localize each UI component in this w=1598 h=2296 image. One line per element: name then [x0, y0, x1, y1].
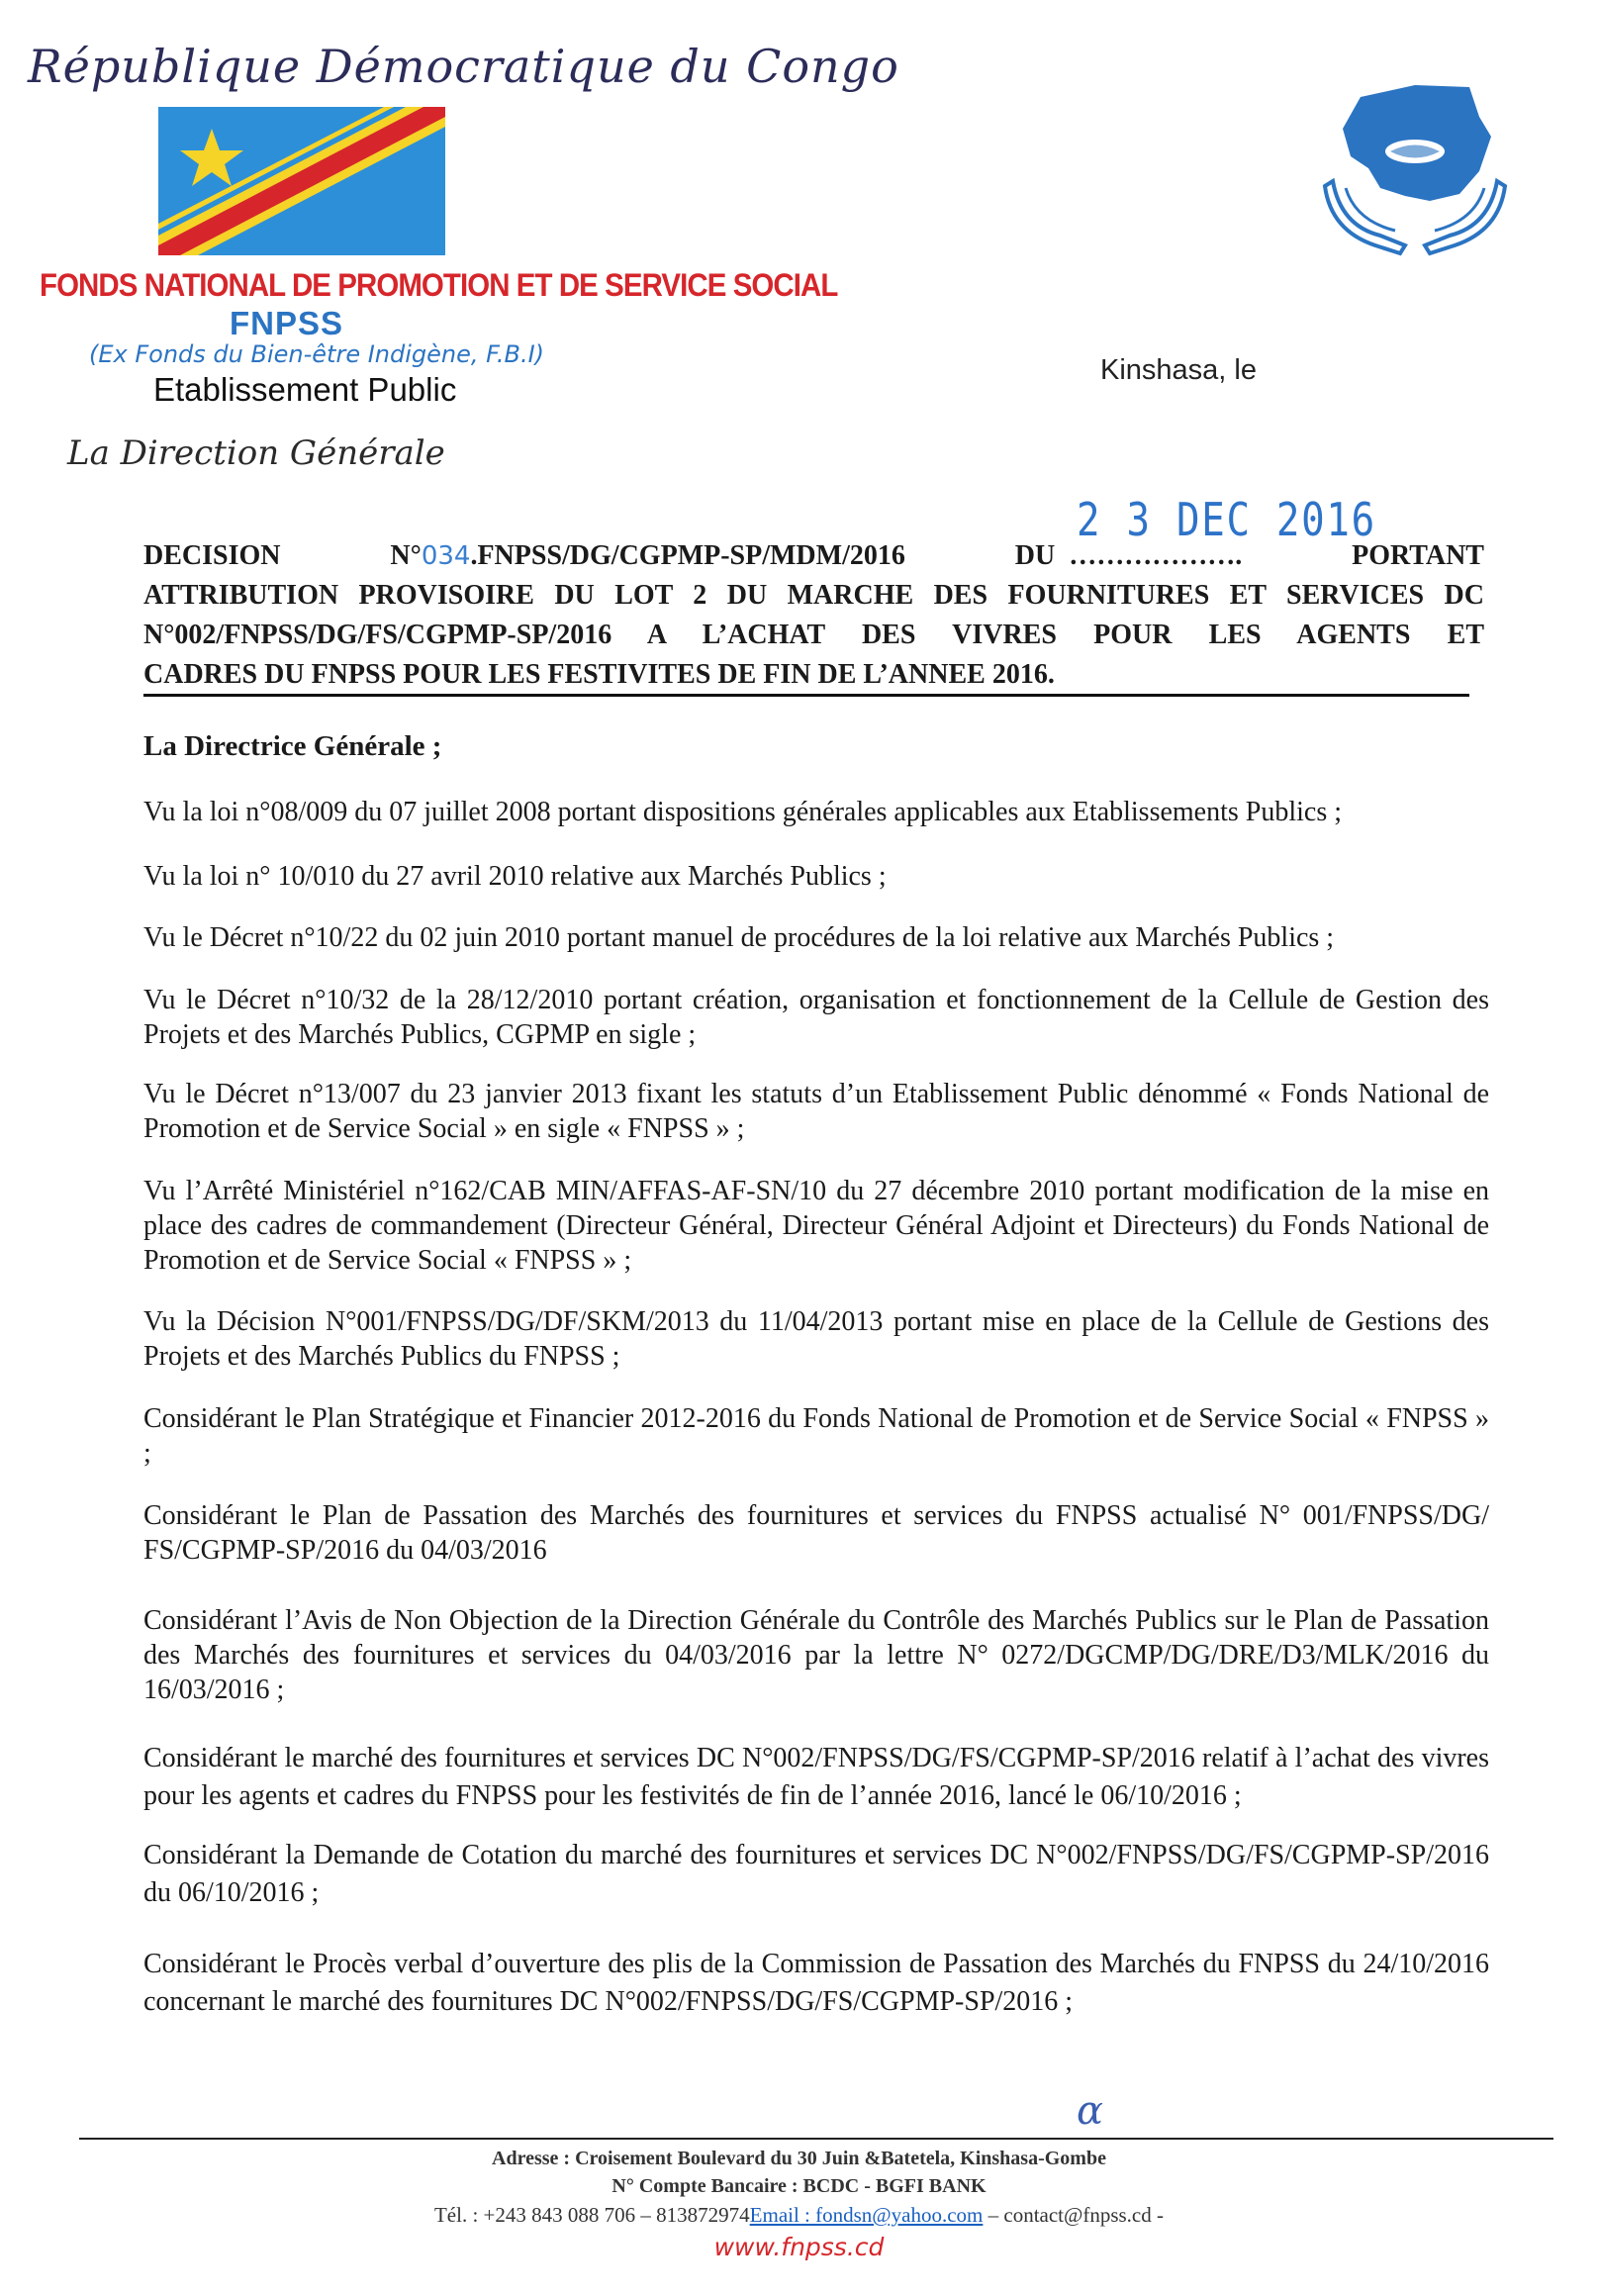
footer-email-link[interactable]: Email : fondsn@yahoo.com	[749, 2203, 984, 2227]
drc-flag	[158, 107, 445, 255]
fnpss-acronym: FNPSS	[230, 305, 344, 341]
place-date-label: Kinshasa, le	[1100, 354, 1257, 386]
paragraph-5: Vu le Décret n°13/007 du 23 janvier 2013 fixant les statuts d’un Etablissement Public dénommé « Fonds National de Promotion et de Service Social » en sigle « FNPSS » ;	[143, 1079, 1489, 1144]
decision-line-4: CADRES DU FNPSS POUR LES FESTIVITES DE FIN DE L’ANNEE 2016.	[143, 659, 1055, 690]
paragraph-9: Considérant le Plan de Passation des Marchés des fournitures et services du FNPSS actualisé N° 001/FNPSS/DG/ FS/CGPMP-SP/2016 du 04/03/2016	[143, 1500, 1489, 1566]
decision-label: DECISION	[143, 540, 281, 571]
paragraph-11: Considérant le marché des fournitures et services DC N°002/FNPSS/DG/FS/CGPMP-SP/2016 relatif à l’achat des vivres pour les agents et cadres du FNPSS pour les festivités de fin de l’année 2016, lancé le 06/10/2016 ;	[143, 1743, 1489, 1811]
decision-line-2: ATTRIBUTION PROVISOIRE DU LOT 2 DU MARCHE DES FOURNITURES ET SERVICES DC	[143, 580, 1484, 611]
handwritten-initial: α	[1077, 2088, 1104, 2134]
footer-tel: Tél. : +243 843 088 706 – 813872974	[433, 2203, 750, 2227]
footer-contact-line	[0, 2203, 1598, 2228]
decision-reference: N°034.FNPSS/DG/CGPMP-SP/MDM/2016	[390, 540, 905, 571]
paragraph-8: Considérant le Plan Stratégique et Financier 2012-2016 du Fonds National de Promotion et de Service Social « FNPSS » ;	[143, 1403, 1489, 1469]
former-name: (Ex Fonds du Bien-être Indigène, F.B.I)	[89, 340, 545, 368]
direction-label: La Direction Générale	[67, 433, 445, 473]
status-label: Etablissement Public	[153, 371, 457, 408]
fnpss-logo-icon	[1321, 77, 1509, 260]
fonds-name: FONDS NATIONAL DE PROMOTION ET DE SERVICE SOCIAL	[40, 267, 838, 303]
footer-address: Adresse : Croisement Boulevard du 30 Juin &Batetela, Kinshasa-Gombe	[492, 2148, 1106, 2169]
greeting: La Directrice Générale ;	[143, 730, 442, 762]
footer-website-link[interactable]: www.fnpss.cd	[713, 2233, 885, 2261]
decision-title	[143, 536, 1484, 695]
footer-contact: – contact@fnpss.cd -	[983, 2203, 1164, 2227]
date-dots: ……………….	[1069, 540, 1243, 571]
decision-line-3: N°002/FNPSS/DG/FS/CGPMP-SP/2016 A L’ACHAT DES VIVRES POUR LES AGENTS ET	[143, 620, 1484, 650]
paragraph-13: Considérant le Procès verbal d’ouverture des plis de la Commission de Passation des Marchés du FNPSS du 24/10/2016 concernant le marché des fournitures DC N°002/FNPSS/DG/FS/CGPMP-SP/2016 ;	[143, 1949, 1489, 2017]
footer-bank: N° Compte Bancaire : BCDC - BGFI BANK	[611, 2175, 987, 2197]
decision-du: DU ……………….	[1014, 540, 1243, 571]
handwritten-number: 034	[421, 541, 471, 571]
paragraph-7: Vu la Décision N°001/FNPSS/DG/DF/SKM/2013 du 11/04/2013 portant mise en place de la Cellule de Gestions des Projets et des Marchés Publics du FNPSS ;	[143, 1306, 1489, 1372]
title-divider	[143, 694, 1469, 697]
decision-line-1	[143, 536, 1484, 576]
paragraph-6: Vu l’Arrêté Ministériel n°162/CAB MIN/AFFAS-AF-SN/10 du 27 décembre 2010 portant modification de la mise en place des cadres de commandement (Directeur Général, Directeur Général Adjoint et Directeurs) du Fonds National de Promotion et de Service Social « FNPSS » ;	[143, 1176, 1489, 1276]
republic-title: République Démocratique du Congo	[28, 40, 899, 93]
paragraph-12: Considérant la Demande de Cotation du marché des fournitures et services DC N°002/FNPSS/DG/FS/CGPMP-SP/2016 du 06/10/2016 ;	[143, 1840, 1489, 1908]
paragraph-3: Vu le Décret n°10/22 du 02 juin 2010 portant manuel de procédures de la loi relative aux Marchés Publics ;	[143, 922, 1335, 953]
date-stamp: 2 3 DEC 2016	[1077, 493, 1376, 546]
paragraph-10: Considérant l’Avis de Non Objection de la Direction Générale du Contrôle des Marchés Publics sur le Plan de Passation des Marchés des fournitures et services du 04/03/2016 par la lettre N° 0272/DGCMP/DG/DRE/D3/MLK/2016 du 16/03/2016 ;	[143, 1605, 1489, 1705]
footer-divider	[79, 2138, 1553, 2140]
paragraph-4: Vu le Décret n°10/32 de la 28/12/2010 portant création, organisation et fonctionnement de la Cellule de Gestion des Projets et des Marchés Publics, CGPMP en sigle ;	[143, 985, 1489, 1050]
paragraph-2: Vu la loi n° 10/010 du 27 avril 2010 relative aux Marchés Publics ;	[143, 861, 887, 892]
decision-portant: PORTANT	[1352, 540, 1484, 571]
paragraph-1: Vu la loi n°08/009 du 07 juillet 2008 portant dispositions générales applicables aux Etablissements Publics ;	[143, 797, 1343, 827]
